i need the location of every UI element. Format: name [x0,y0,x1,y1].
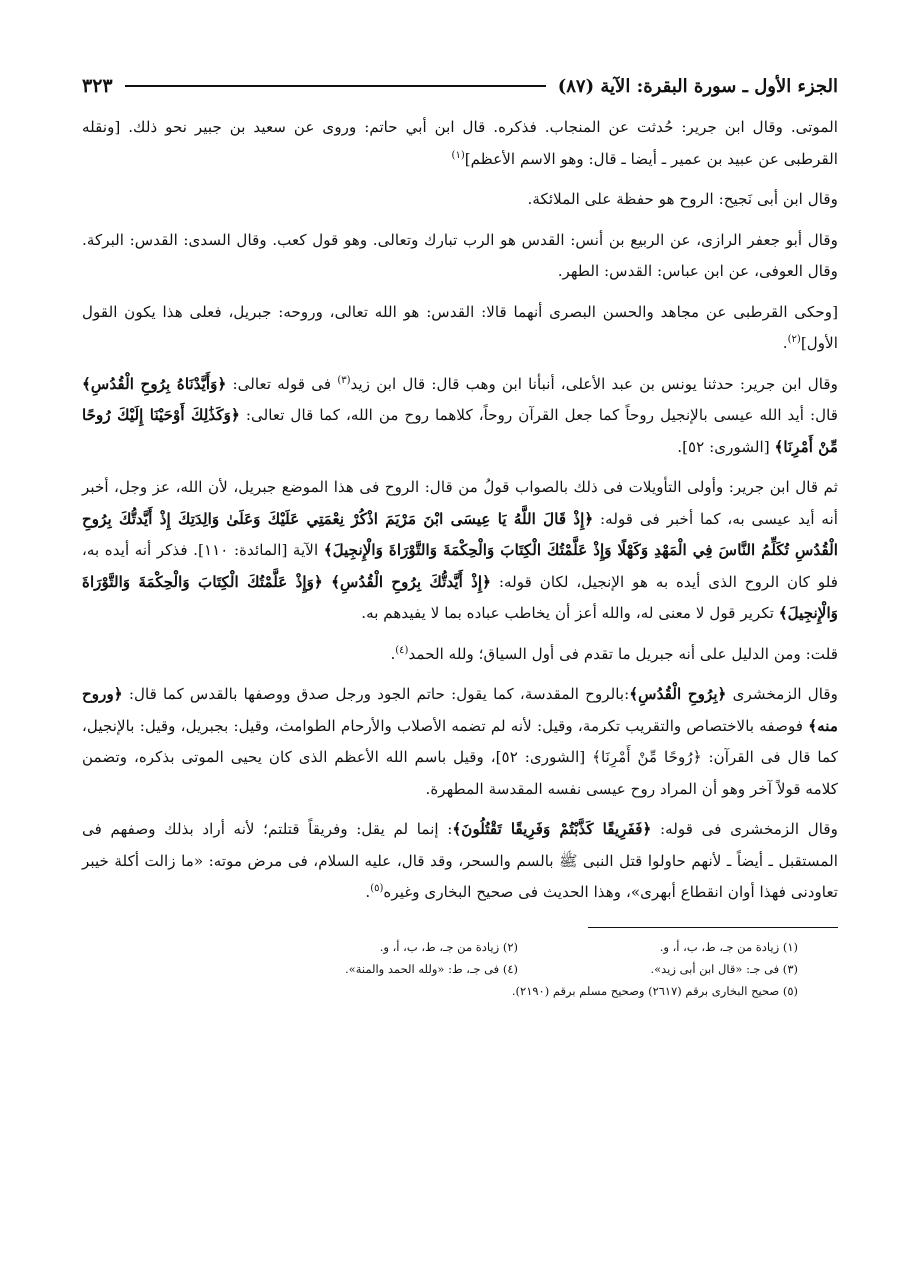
paragraph-text: وقال الزمخشرى [726,685,839,703]
page-number: ٣٢٣ [82,75,113,97]
paragraph-1 [82,112,838,175]
paragraph-5 [82,369,838,464]
paragraph-text: وقال ابن جرير: حدثنا يونس بن عبد الأعلى، أنبأنا ابن وهب قال: قال ابن زيد [350,374,838,393]
footnote: (٤) فى جـ، ط: «ولله الحمد والمنة». [345,961,518,976]
paragraph-text: : إنما لم يقل: وفريقاً قتلتم؛ لأنه أراد بذلك وصفهم فى المستقبل ـ أيضاً ـ لأنهم حاولوا قتل النبى ﷺ بالسم والسحر، وقد قال، عليه السلام، فى مرض موته: «ما زالت أكلة خيبر تعاودنى فهذا أوان انقطاع أبهرى»، وهذا الحديث فى صحيح البخارى وغيره [82,820,838,901]
paragraph-text: [الشورى: ٥٢]. [677,437,775,456]
paragraph-4 [82,297,838,360]
paragraph-text: فوصفه بالاختصاص والتقريب تكرمة، وقيل: لأنه لم تضمه الأصلاب والأرحام الطوامث، وقيل: بجبريل، وقيل: بالإنجيل، كما قال فى القرآن: ﴿رُوحًا مِّنْ أَمْرِنَا﴾ [الشورى: ٥٢]، وقيل باسم الله الأعظم الذى كان يحيى الموتى بذكره، وتضمن كلامه قولاً آخر وهو أن المراد روح عيسى نفسه المقدسة المطهرة. [82,716,838,798]
paragraph-8 [82,679,838,805]
quran-verse: ﴿وَأَيَّدْنَاهُ بِرُوحِ الْقُدُسِ﴾ [82,374,227,393]
paragraph-3 [82,225,838,288]
paragraph-text: ثم قال ابن جرير: وأولى التأويلات فى ذلك بالصواب قولُ من قال: الروح فى هذا الموضع جبريل، لأن الله، عز وجل، أخبر أنه أيد عيسى به، كما أخبر فى قوله: [82,478,838,528]
footnote-marker: (٥) [370,882,384,894]
paragraph-7 [82,639,838,671]
footnote: (١) زيادة من جـ، ط، ب، أ، و. [659,939,798,954]
paragraph-text: تكرير قول لا معنى له، والله أعز أن يخاطب عباده بما لا يفيدهم به. [361,604,779,622]
quran-verse: ﴿فَفَرِيقًا كَذَّبْتُمْ وَفَرِيقًا تَقْتُلُونَ﴾ [452,820,652,838]
footnote: (٥) صحيح البخارى برقم (٢٦١٧) وصحيح مسلم برقم (٢١٩٠). [511,983,798,998]
paragraph-text-tail: . [390,644,396,663]
footnote-row [82,958,798,980]
paragraph-text: وقال ابن أبى نَجيح: الروح هو حفظة على الملائكة. [527,190,838,208]
header-rule [125,85,546,87]
footnote-marker: (٣) [337,374,351,386]
quran-verse: ﴿إِذْ أَيَّدتُّكَ بِرُوحِ الْقُدُسِ﴾ ﴿وَإِذْ عَلَّمْتُكَ الْكِتَابَ وَالْحِكْمَةَ وَالتَّوْرَاةَ وَالْإِنجِيلَ﴾ [82,572,838,622]
paragraph-text: وقال أبو جعفر الرازى، عن الربيع بن أنس: القدس هو الرب تبارك وتعالى. وهو قول كعب. وقال السدى: القدس: البركة. وقال العوفى، عن ابن عباس: القدس: الطهر. [82,230,838,280]
footnotes [82,936,838,1002]
paragraph-text: الآية [المائدة: ١١٠]. فذكر أنه أيده به، فلو كان الروح الذى أيده به هو الإنجيل، لكان قوله: [82,541,838,591]
paragraph-text: :بالروح المقدسة، كما يقول: حاتم الجود ورجل صدق ووصفها بالقدس كما قال: [122,685,630,703]
running-header-title: الجزء الأول ـ سورة البقرة: الآية (٨٧) [557,75,838,97]
paragraph-text: قلت: ومن الدليل على أنه جبريل ما تقدم فى أول السياق؛ ولله الحمد [408,644,838,663]
paragraph-text: فى قوله تعالى: [226,374,338,393]
footnote-row [82,980,798,1002]
paragraph-text-tail: . [365,883,371,901]
paragraph-text: الموتى. وقال ابن جرير: حُدثت عن المنجاب. فذكره. قال ابن أبي حاتم: وروى عن سعيد بن جبير نحو ذلك. [ونقله القرطبى عن عبيد بن عمير ـ أيضا ـ قال: وهو الاسم الأعظم] [82,118,838,168]
paragraph-9 [82,814,838,909]
quran-verse: ﴿إِذْ قَالَ اللَّهُ يَا عِيسَى ابْنَ مَرْيَمَ اذْكُرْ نِعْمَتِي عَلَيْكَ وَعَلَىٰ وَالِدَتِكَ إِذْ أَيَّدتُّكَ بِرُوحِ الْقُدُسِ تُكَلِّمُ النَّاسَ فِي الْمَهْدِ وَكَهْلًا وَإِذْ عَلَّمْتُكَ الْكِتَابَ وَالْحِكْمَةَ وَالتَّوْرَاةَ وَالْإِنجِيلَ﴾ [82,509,839,559]
quran-verse: ﴿وروح منه﴾ [82,685,838,735]
running-header [82,68,838,104]
footnote-marker: (١) [451,149,465,161]
footnote-marker: (٤) [395,644,409,656]
paragraph-6 [82,472,838,630]
paragraph-2 [82,184,838,216]
paragraph-text: قال: أيد الله عيسى بالإنجيل روحاً كما جعل القرآن روحاً، كلاهما روح من الله، كما قال تعالى: [239,406,838,424]
footnote-marker: (٢) [787,333,801,345]
footnote: (٣) فى جـ: «قال ابن أبى زيد». [650,961,798,976]
footnote-separator [588,927,838,928]
paragraph-text-tail: . [782,334,788,352]
paragraph-text: [وحكى القرطبى عن مجاهد والحسن البصرى أنهما قالا: القدس: هو الله تعالى، وروحه: جبريل، فعلى هذا يكون القول الأول] [82,302,838,352]
paragraph-text: وقال الزمخشرى فى قوله: [651,820,839,838]
footnote: (٢) زيادة من جـ، ط، ب، أ، و. [379,939,518,954]
quran-verse: ﴿بِرُوحِ الْقُدُسِ﴾ [629,685,727,703]
footnote-row [82,936,798,958]
quran-verse: ﴿وَكَذَٰلِكَ أَوْحَيْنَا إِلَيْكَ رُوحًا مِّنْ أَمْرِنَا﴾ [82,406,838,456]
